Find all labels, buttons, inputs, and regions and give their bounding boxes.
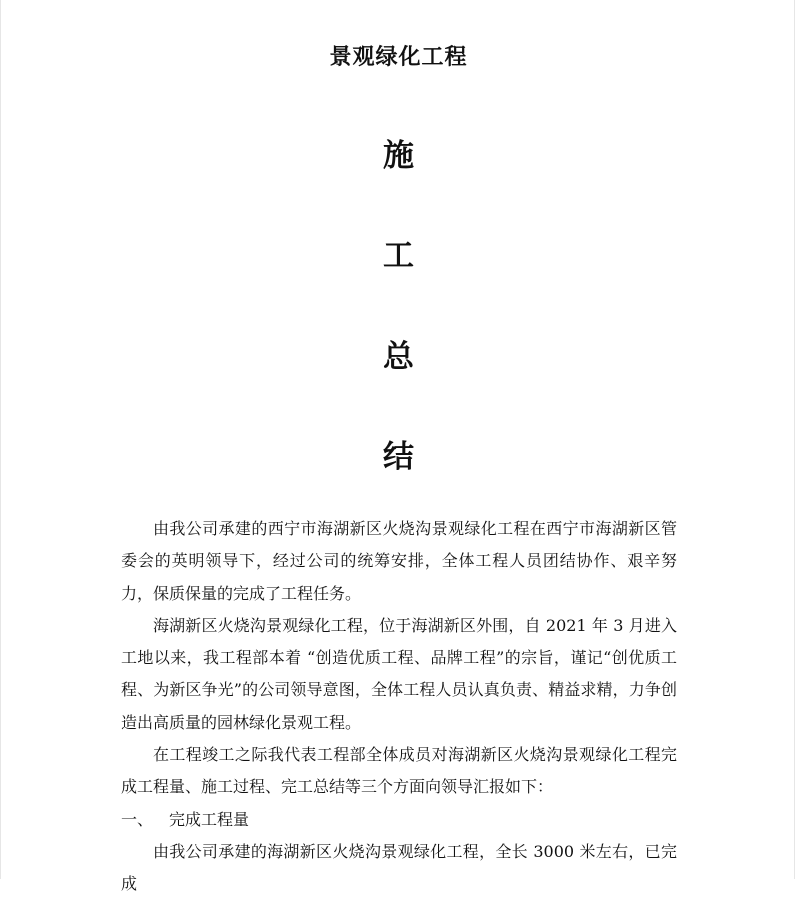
document-body xyxy=(121,513,677,901)
body-paragraph: 由我公司承建的西宁市海湖新区火烧沟景观绿化工程在西宁市海湖新区管委会的英明领导下，经过公司的统筹安排，全体工程人员团结协作、艰辛努力，保质保量的完成了工程任务。 xyxy=(121,519,677,603)
document-title: 景观绿化工程 xyxy=(329,45,468,70)
section-heading xyxy=(121,804,677,836)
big-title-char-1: 施 xyxy=(383,138,414,174)
big-title-char-3: 总 xyxy=(383,339,414,375)
body-paragraph: 海湖新区火烧沟景观绿化工程，位于海湖新区外围，自 2021 年 3 月进入工地以来，我工程部本着 “创造优质工程、品牌工程”的宗旨，谨记“创优质工程、为新区争光”的公司领导意图，全体工程人员认真负责、精益求精，力争创造出高质量的园林绿化景观工程。 xyxy=(121,615,677,732)
body-paragraph: 由我公司承建的海湖新区火烧沟景观绿化工程，全长 3000 米左右，已完成 xyxy=(121,841,677,894)
big-title-char-4: 结 xyxy=(383,439,414,475)
body-paragraph: 在工程竣工之际我代表工程部全体成员对海湖新区火烧沟景观绿化工程完成工程量、施工过程、完工总结等三个方面向领导汇报如下： xyxy=(121,745,677,797)
big-title-char-2: 工 xyxy=(383,238,414,274)
section-title: 完成工程量 xyxy=(169,809,250,829)
section-number: 一、 xyxy=(121,809,154,829)
